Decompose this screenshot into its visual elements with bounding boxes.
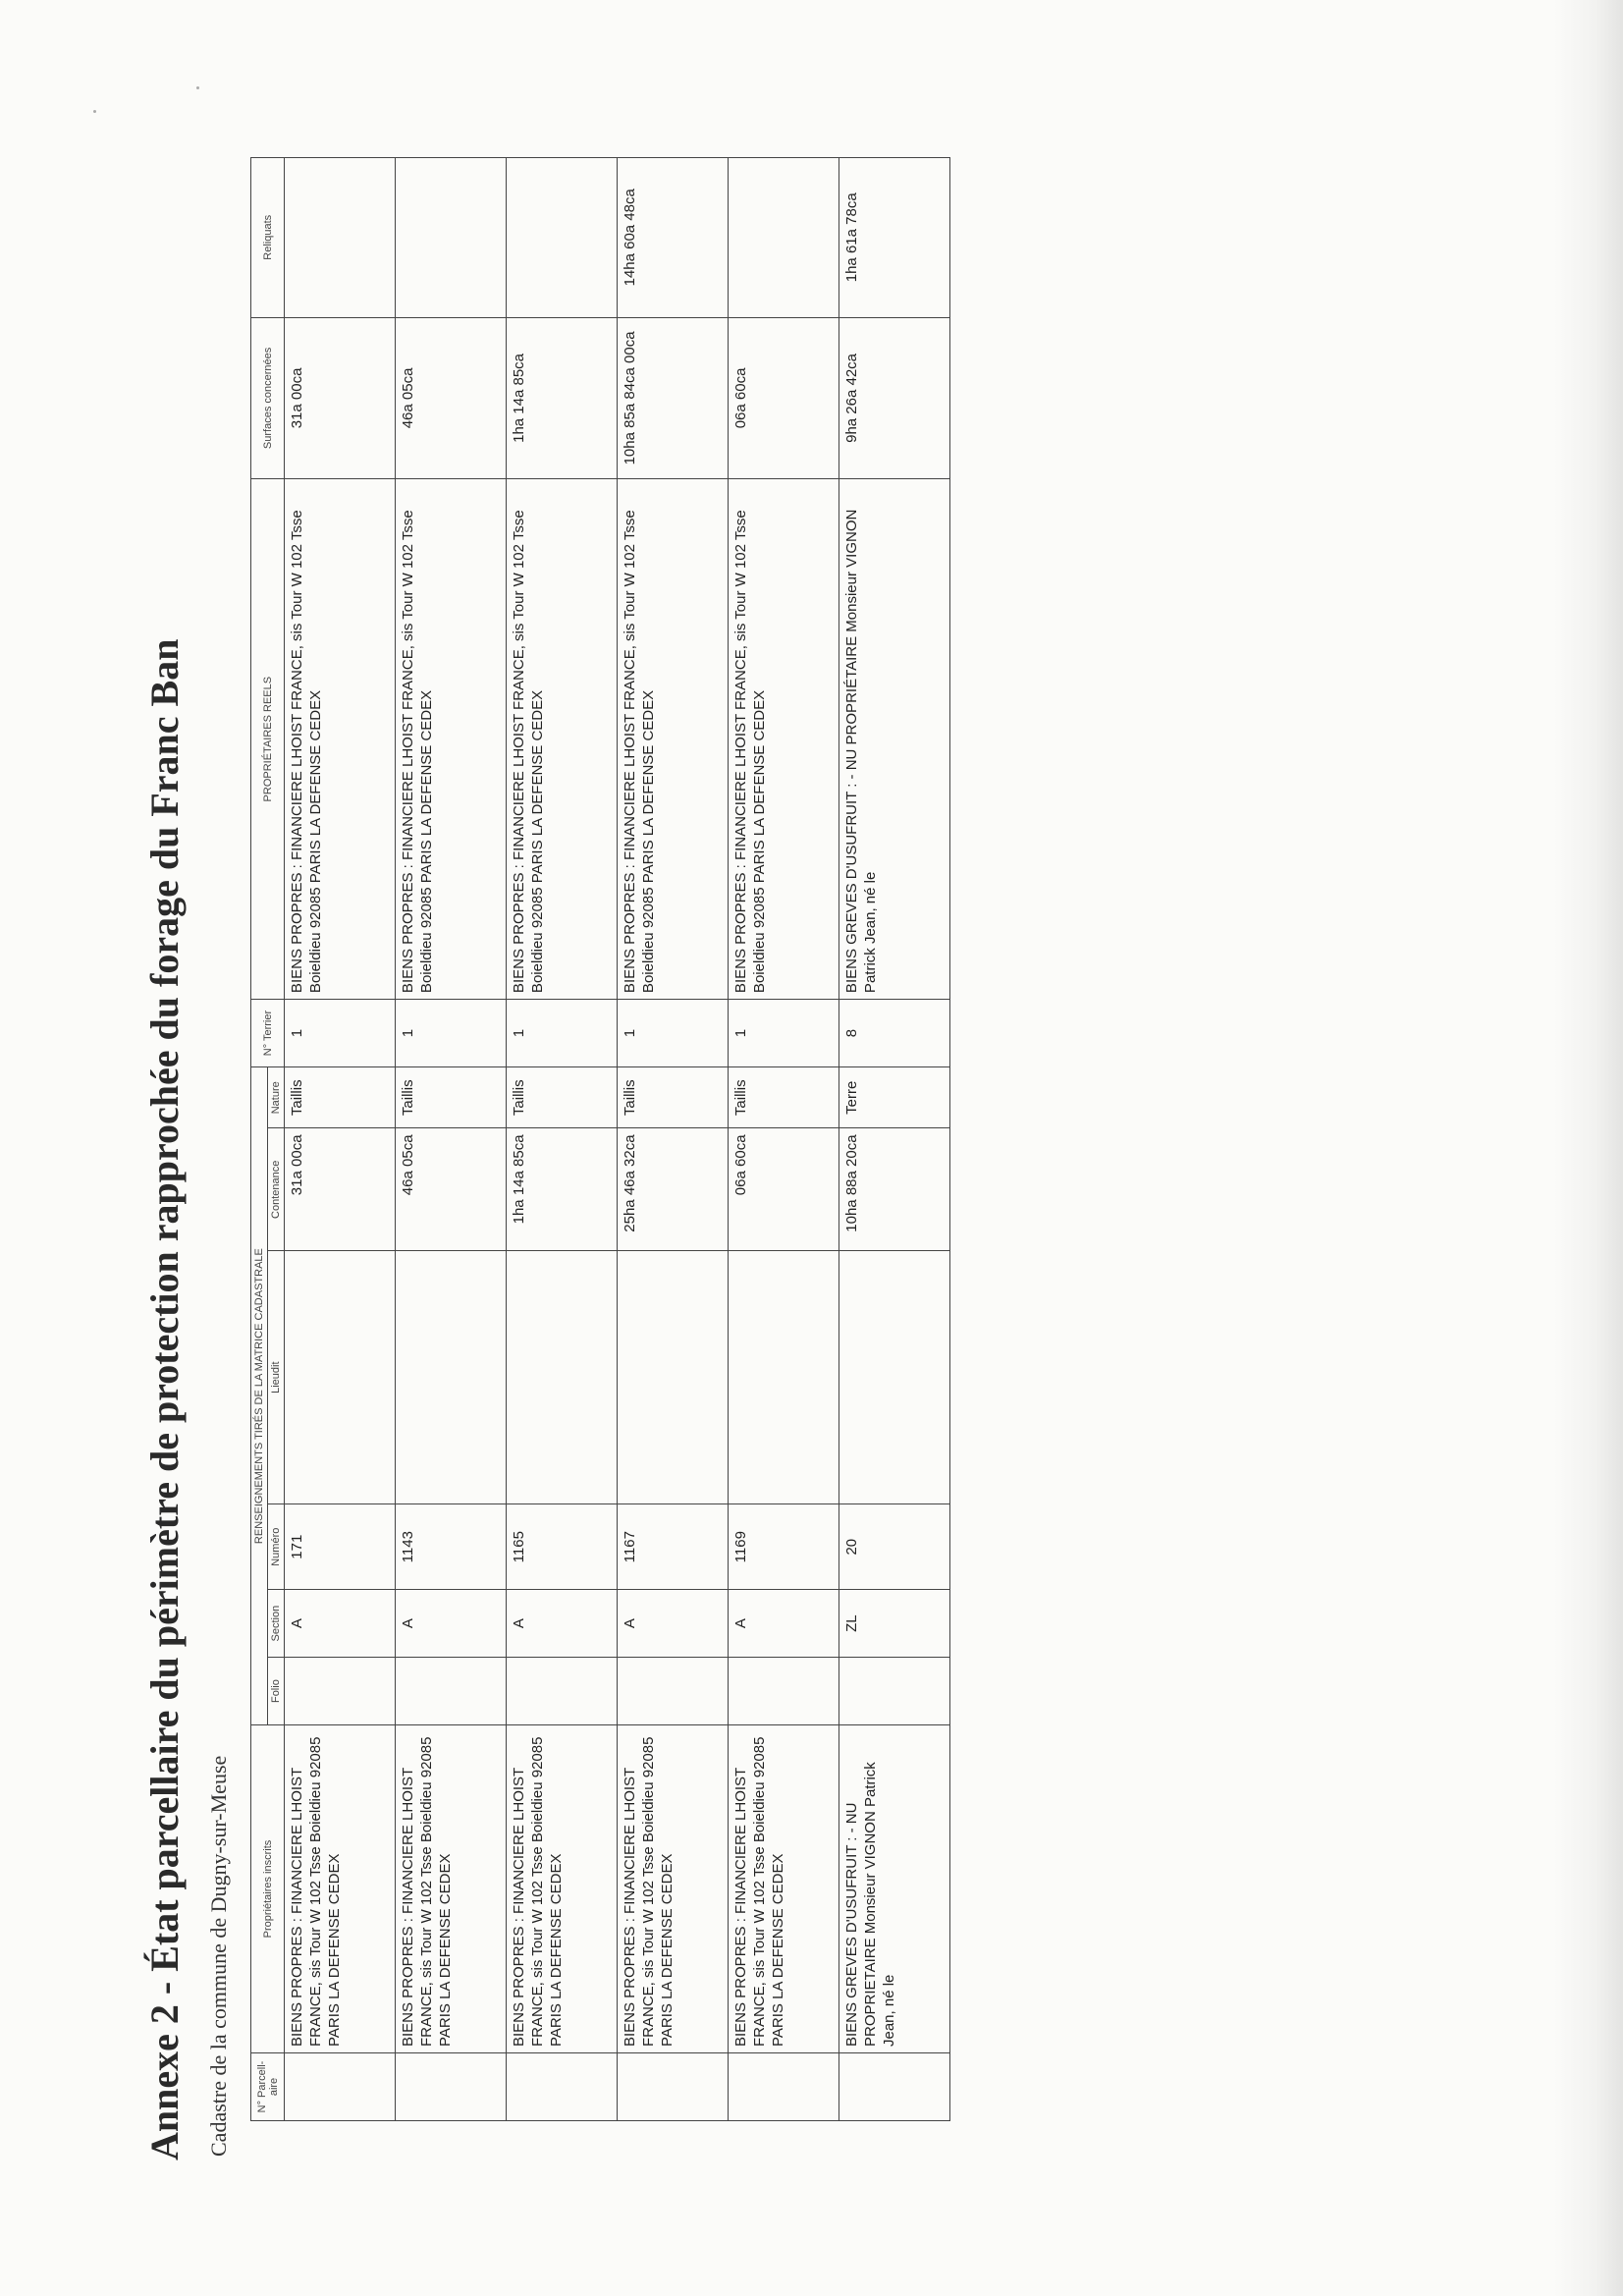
cell-terrier: 1 <box>285 1000 396 1067</box>
cell-parcel <box>507 2053 618 2121</box>
cell-nature: Taillis <box>507 1067 618 1128</box>
cell-inscrits: BIENS PROPRES : FINANCIERE LHOIST FRANCE, sis Tour W 102 Tsse Boieldieu 92085 PARIS LA DEFENSE CEDEX <box>618 1725 729 2053</box>
cell-terrier: 1 <box>507 1000 618 1067</box>
cell-reels: BIENS PROPRES : FINANCIERE LHOIST FRANCE, sis Tour W 102 Tsse Boieldieu 92085 PARIS LA DEFENSE CEDEX <box>507 479 618 1000</box>
cell-folio <box>396 1658 507 1725</box>
page-subtitle: Cadastre de la commune de Dugny-sur-Meuse <box>206 1755 231 2157</box>
cell-inscrits: BIENS GREVES D'USUFRUIT : - NU PROPRIETAIRE Monsieur VIGNON Patrick Jean, né le <box>839 1725 950 2053</box>
cell-surfaces: 10ha 85a 84ca 00ca <box>618 317 729 479</box>
rotated-page-content <box>118 0 1591 2160</box>
cell-folio <box>839 1658 950 1725</box>
table-row <box>839 158 950 2121</box>
cell-reliquats: 14ha 60a 48ca <box>618 158 729 318</box>
cell-reliquats: 1ha 61a 78ca <box>839 158 950 318</box>
cell-inscrits: BIENS PROPRES : FINANCIERE LHOIST FRANCE, sis Tour W 102 Tsse Boieldieu 92085 PARIS LA DEFENSE CEDEX <box>729 1725 839 2053</box>
cell-section: A <box>729 1590 839 1658</box>
cell-section: A <box>507 1590 618 1658</box>
cell-reliquats <box>507 158 618 318</box>
cell-folio <box>729 1658 839 1725</box>
col-no-terrier: N° Terrier <box>251 1000 285 1067</box>
col-reliquats: Reliquats <box>251 158 285 318</box>
cell-numero: 1169 <box>729 1504 839 1590</box>
col-parcel-no: N° Parcell-aire <box>251 2053 285 2121</box>
cell-folio <box>507 1658 618 1725</box>
cell-surfaces: 06a 60ca <box>729 317 839 479</box>
cell-surfaces: 9ha 26a 42ca <box>839 317 950 479</box>
col-section: Section <box>268 1590 285 1658</box>
cell-section: A <box>396 1590 507 1658</box>
cell-parcel <box>729 2053 839 2121</box>
col-proprietaires-inscrits: Propriétaires inscrits <box>251 1725 285 2053</box>
cell-terrier: 1 <box>729 1000 839 1067</box>
table-row <box>618 158 729 2121</box>
col-numero: Numéro <box>268 1504 285 1590</box>
scan-speck <box>196 86 199 89</box>
cell-folio <box>285 1658 396 1725</box>
cell-folio <box>618 1658 729 1725</box>
cell-reliquats <box>396 158 507 318</box>
cell-contenance: 46a 05ca <box>396 1128 507 1251</box>
cell-nature: Taillis <box>285 1067 396 1128</box>
cell-reels: BIENS PROPRES : FINANCIERE LHOIST FRANCE, sis Tour W 102 Tsse Boieldieu 92085 PARIS LA DEFENSE CEDEX <box>729 479 839 1000</box>
table-row <box>285 158 396 2121</box>
cell-reels: BIENS PROPRES : FINANCIERE LHOIST FRANCE, sis Tour W 102 Tsse Boieldieu 92085 PARIS LA DEFENSE CEDEX <box>396 479 507 1000</box>
cell-nature: Taillis <box>396 1067 507 1128</box>
cell-section: A <box>285 1590 396 1658</box>
cell-parcel <box>839 2053 950 2121</box>
cell-terrier: 1 <box>396 1000 507 1067</box>
table-row <box>729 158 839 2121</box>
cell-inscrits: BIENS PROPRES : FINANCIERE LHOIST FRANCE, sis Tour W 102 Tsse Boieldieu 92085 PARIS LA DEFENSE CEDEX <box>396 1725 507 2053</box>
cell-reels: BIENS PROPRES : FINANCIERE LHOIST FRANCE, sis Tour W 102 Tsse Boieldieu 92085 PARIS LA DEFENSE CEDEX <box>285 479 396 1000</box>
cell-lieudit <box>396 1251 507 1504</box>
cell-contenance: 1ha 14a 85ca <box>507 1128 618 1251</box>
cell-inscrits: BIENS PROPRES : FINANCIERE LHOIST FRANCE, sis Tour W 102 Tsse Boieldieu 92085 PARIS LA DEFENSE CEDEX <box>507 1725 618 2053</box>
col-lieudit: Lieudit <box>268 1251 285 1504</box>
table-row <box>507 158 618 2121</box>
col-group-renseignements: RENSEIGNEMENTS TIRÉS DE LA MATRICE CADASTRALE <box>251 1067 268 1725</box>
cell-parcel <box>618 2053 729 2121</box>
cell-numero: 20 <box>839 1504 950 1590</box>
cell-parcel <box>285 2053 396 2121</box>
cell-reels: BIENS PROPRES : FINANCIERE LHOIST FRANCE, sis Tour W 102 Tsse Boieldieu 92085 PARIS LA DEFENSE CEDEX <box>618 479 729 1000</box>
cell-contenance: 06a 60ca <box>729 1128 839 1251</box>
col-surfaces: Surfaces concernées <box>251 317 285 479</box>
cell-lieudit <box>618 1251 729 1504</box>
cell-surfaces: 46a 05ca <box>396 317 507 479</box>
cell-numero: 171 <box>285 1504 396 1590</box>
cell-surfaces: 1ha 14a 85ca <box>507 317 618 479</box>
cell-parcel <box>396 2053 507 2121</box>
cell-section: ZL <box>839 1590 950 1658</box>
page-title: Annexe 2 - État parcellaire du périmètre de protection rapprochée du forage du Franc Ban <box>142 638 187 2160</box>
cell-terrier: 1 <box>618 1000 729 1067</box>
col-proprietaires-reels: PROPRIÉTAIRES REELS <box>251 479 285 1000</box>
cell-contenance: 10ha 88a 20ca <box>839 1128 950 1251</box>
cell-lieudit <box>839 1251 950 1504</box>
cell-numero: 1167 <box>618 1504 729 1590</box>
cell-inscrits: BIENS PROPRES : FINANCIERE LHOIST FRANCE, sis Tour W 102 Tsse Boieldieu 92085 PARIS LA DEFENSE CEDEX <box>285 1725 396 2053</box>
col-contenance: Contenance <box>268 1128 285 1251</box>
table-row <box>396 158 507 2121</box>
cell-section: A <box>618 1590 729 1658</box>
header-row-top <box>251 158 268 2121</box>
cell-nature: Terre <box>839 1067 950 1128</box>
cell-reliquats <box>729 158 839 318</box>
cell-contenance: 31a 00ca <box>285 1128 396 1251</box>
col-folio: Folio <box>268 1658 285 1725</box>
cell-nature: Taillis <box>729 1067 839 1128</box>
cell-numero: 1143 <box>396 1504 507 1590</box>
cell-lieudit <box>729 1251 839 1504</box>
parcel-table <box>250 157 950 2121</box>
cell-numero: 1165 <box>507 1504 618 1590</box>
cell-reliquats <box>285 158 396 318</box>
col-nature: Nature <box>268 1067 285 1128</box>
scan-speck <box>93 110 96 113</box>
cell-nature: Taillis <box>618 1067 729 1128</box>
cell-lieudit <box>507 1251 618 1504</box>
cell-lieudit <box>285 1251 396 1504</box>
scan-edge-shadow <box>1554 0 1623 2296</box>
cell-reels: BIENS GREVES D'USUFRUIT : - NU PROPRIÉTAIRE Monsieur VIGNON Patrick Jean, né le <box>839 479 950 1000</box>
cell-contenance: 25ha 46a 32ca <box>618 1128 729 1251</box>
cell-surfaces: 31a 00ca <box>285 317 396 479</box>
cell-terrier: 8 <box>839 1000 950 1067</box>
